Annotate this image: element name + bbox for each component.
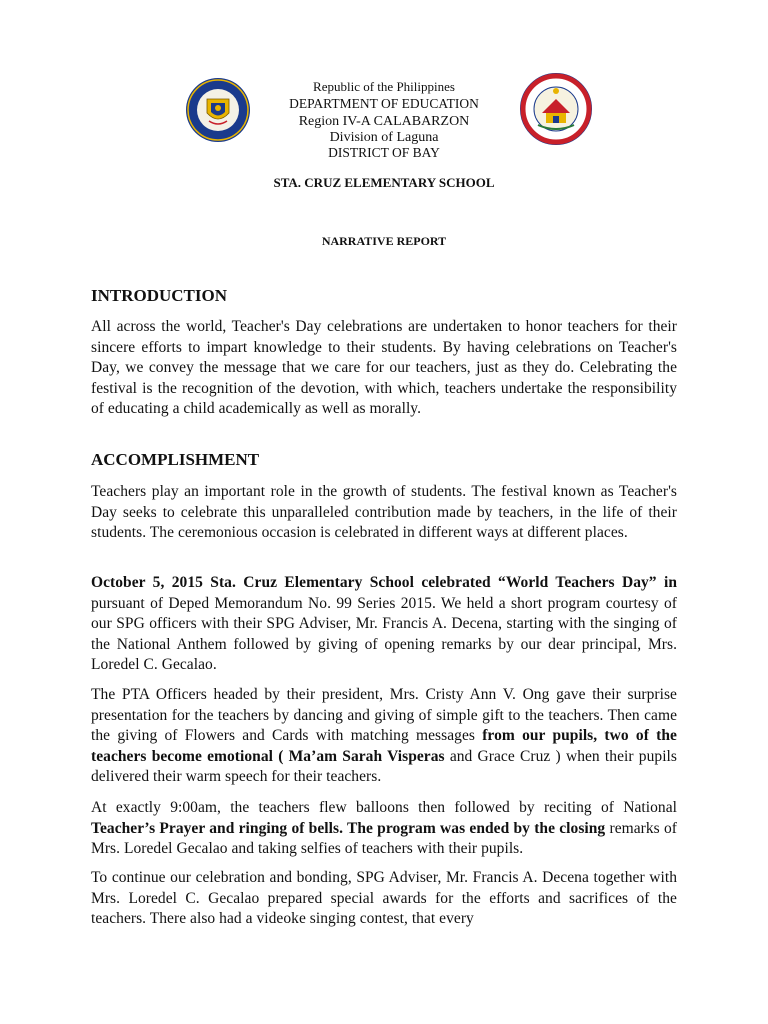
event-date-highlight: October 5, 2015 Sta. Cruz Elementary School celebrated “World Teachers Day” in [91, 574, 677, 591]
accomplishment-body-2 [91, 573, 677, 676]
introduction-section [91, 286, 677, 306]
report-title: NARRATIVE REPORT [321, 234, 447, 248]
paragraph-4-end: remarks of Mrs. Loredel Gecalao and taking selfies of teachers with their pupils. [91, 819, 678, 857]
introduction-paragraph: All across the world, Teacher's Day celebrations are undertaken to honor teachers for their sincere efforts to impart knowledge to their students. By having celebrations on Teacher's Day, we convey the message that we care for our teachers, just as they do. Celebrating the festival is the recognition of the devotion, with which, teachers undertake the responsibility of educating a child academically as well as morally. [91, 318, 677, 417]
paragraph-3-start: The PTA Officers headed by their president, Mrs. Cristy Ann V. Ong gave their surprise presentation for the teachers by dancing and giving of simple gift to the teachers. Then came the giving of Flowers and Cards with matching messages [91, 686, 677, 744]
introduction-body [91, 317, 677, 420]
accomplishment-body-3 [91, 685, 677, 788]
accomplishment-paragraph-4 [91, 798, 677, 860]
accomplishment-body-4 [91, 798, 677, 860]
paragraph-4-start: At exactly 9:00am, the teachers flew balloons then followed by reciting of National [91, 799, 677, 816]
header-republic: Republic of the Philippines [313, 79, 455, 94]
accomplishment-body-5 [91, 868, 677, 930]
header-division: Division of Laguna [329, 130, 439, 145]
accomplishment-paragraph-1: Teachers play an important role in the growth of students. The festival known as Teacher's Day seeks to celebrate this unparalleled contribution made by teachers, in the life of their students. The ceremonious occasion is celebrated in different ways at different places. [91, 483, 677, 541]
paragraph-3-end: and Grace Cruz ) when their pupils delivered their warm speech for their teachers. [91, 747, 677, 785]
school-name: STA. CRUZ ELEMENTARY SCHOOL [273, 175, 495, 190]
accomplishment-section [91, 450, 677, 470]
accomplishment-title: ACCOMPLISHMENT [91, 450, 260, 469]
header-district: DISTRICT OF BAY [328, 145, 440, 160]
paragraph-3-bold: from our pupils, two of the teachers become emotional ( Ma’am Sarah Visperas [91, 727, 677, 765]
introduction-title: INTRODUCTION [91, 286, 228, 305]
header-region: Region IV-A CALABARZON [298, 114, 470, 129]
accomplishment-paragraph-2 [91, 573, 677, 676]
accomplishment-paragraph-3 [91, 685, 677, 788]
accomplishment-paragraph-5: To continue our celebration and bonding, SPG Adviser, Mr. Francis A. Decena together with Mrs. Loredel C. Gecalao prepared special awards for the efforts and sacrifices of the teachers. There also had a videoke singing contest, that every [91, 869, 677, 927]
accomplishment-body-1 [91, 482, 677, 544]
paragraph-4-bold: Teacher’s Prayer and ringing of bells. The program was ended by the closing [91, 819, 606, 837]
paragraph-2-rest: pursuant of Deped Memorandum No. 99 Series 2015. We held a short program courtesy of our SPG officers with their SPG Adviser, Mr. Francis A. Decena, starting with the singing of the National Anthem followed by giving of opening remarks by our dear principal, Mrs. Loredel C. Gecalao. [91, 594, 677, 673]
header-department: DEPARTMENT OF EDUCATION [289, 96, 479, 111]
